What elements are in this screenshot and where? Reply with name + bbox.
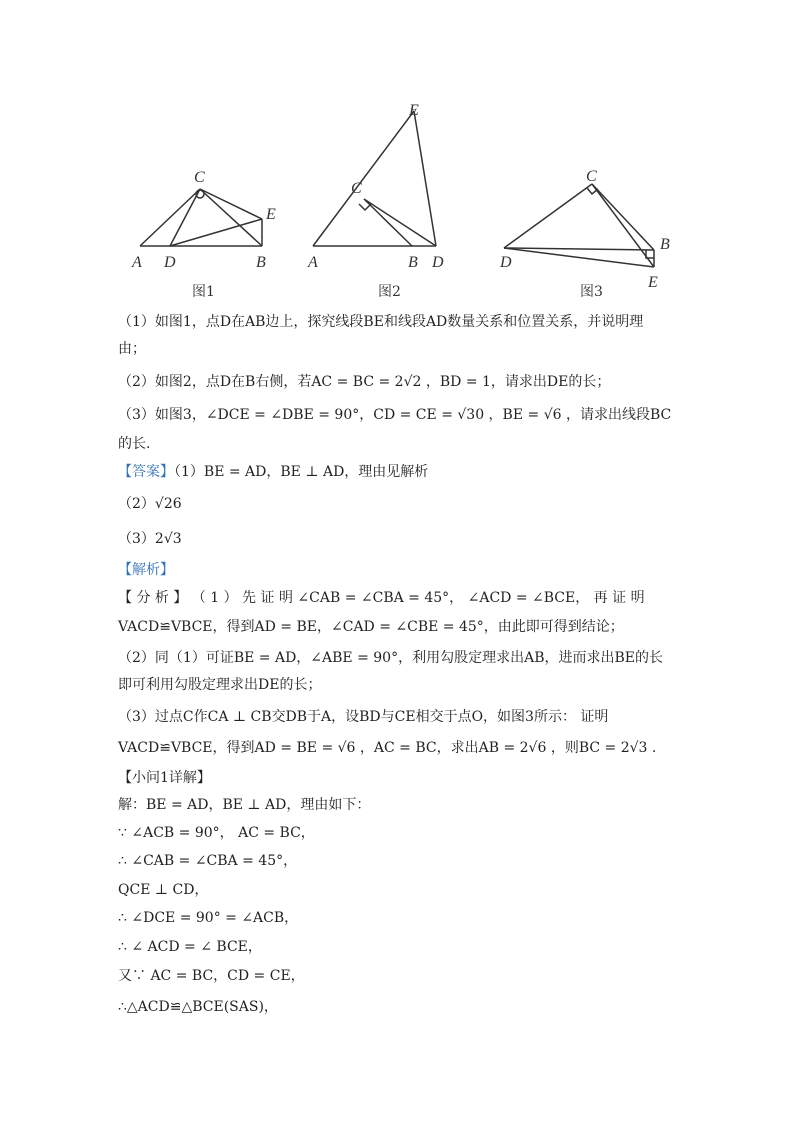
fig3-label-c: C xyxy=(586,168,597,185)
analysis-line-2: VACD≌VBCE，得到AD = BE，∠CAD = ∠CBE = 45°，由此即可得到结论； xyxy=(118,619,624,635)
analysis-line-5: （3）过点C作CA ⊥ CB交DB于A，设BD与CE相交于点O，如图3所示： 证明 xyxy=(118,709,609,725)
fig1-segment-cd xyxy=(170,189,200,246)
fig3-label-d: D xyxy=(500,254,512,271)
fig3-caption: 图3 xyxy=(580,284,603,300)
solution-line-7: 又∵ AC = BC，CD = CE， xyxy=(118,968,305,984)
fig2-right-angle-mark xyxy=(359,204,371,210)
fig2-label-e: E xyxy=(409,102,419,119)
fig1-label-d: D xyxy=(164,254,176,271)
question-2-line: （2）如图2，点D在B右侧，若AC = BC = 2√2 ，BD = 1，请求出DE的长； xyxy=(118,374,611,390)
answer-line-3: （3）2√3 xyxy=(118,531,182,547)
fig2-caption: 图2 xyxy=(378,284,401,300)
fig2-label-c: C xyxy=(351,180,362,197)
answer-line-2: （2）√26 xyxy=(118,496,182,512)
fig1-label-c: C xyxy=(194,169,205,186)
question-1-line-1: （1）如图1，点D在AB边上，探究线段BE和线段AD数量关系和位置关系，并说明理 xyxy=(118,314,644,330)
fig1-caption: 图1 xyxy=(192,284,215,300)
question-3-line-1: （3）如图3，∠DCE = ∠DBE = 90°，CD = CE = √30 ，BE = √6 ，请求出线段BC xyxy=(118,407,672,423)
fig2-segment-ed xyxy=(414,111,436,246)
question-1-line-2: 由； xyxy=(118,341,146,357)
fig2-label-b: B xyxy=(408,254,418,271)
analysis-line-1: 【 分 析 】 （ 1 ） 先 证 明 ∠CAB = ∠CBA = 45°， ∠ACD = ∠BCE， 再 证 明 xyxy=(118,590,645,606)
figure-3 xyxy=(504,184,654,267)
fig1-segment-ce xyxy=(200,189,262,219)
fig3-label-e: E xyxy=(648,274,658,291)
answer-tag: 【答案】 xyxy=(118,464,174,480)
fig1-label-e: E xyxy=(266,206,276,223)
solution-line-2: ∵ ∠ACB = 90°， AC = BC， xyxy=(118,825,315,841)
geometry-figures xyxy=(120,95,700,310)
analysis-line-6: VACD≌VBCE，得到AD = BE = √6 ，AC = BC，求出AB = 2√6 ，则BC = 2√3 . xyxy=(118,740,657,756)
solution-line-1: 解：BE = AD，BE ⊥ AD，理由如下： xyxy=(118,797,371,813)
fig3-segment-dc xyxy=(504,184,592,248)
solution-line-4: QCE ⊥ CD， xyxy=(118,882,209,898)
fig3-segment-db xyxy=(504,248,654,250)
subquestion-1-heading: 【小问1详解】 xyxy=(118,770,211,786)
analysis-line-4: 即可利用勾股定理求出DE的长； xyxy=(118,677,322,693)
figure-1 xyxy=(140,189,262,246)
fig3-label-b: B xyxy=(660,236,670,253)
fig3-segment-cb xyxy=(592,184,654,250)
fig2-label-d: D xyxy=(432,254,444,271)
analysis-tag: 【解析】 xyxy=(118,562,174,578)
answer-line-1 xyxy=(118,462,428,482)
solution-line-6: ∴ ∠ ACD = ∠ BCE， xyxy=(118,939,262,955)
fig3-segment-de xyxy=(504,248,654,267)
figures-svg xyxy=(120,95,700,310)
fig2-segment-cd xyxy=(364,199,436,246)
fig1-segment-cb xyxy=(200,189,262,246)
fig2-segment-ae xyxy=(313,111,414,246)
analysis-tag-line xyxy=(118,560,174,580)
figure-2 xyxy=(313,111,436,246)
solution-line-5: ∴ ∠DCE = 90° = ∠ACB， xyxy=(118,910,299,926)
fig2-label-a: A xyxy=(308,254,318,271)
fig1-segment-ac xyxy=(140,189,200,246)
solution-line-8: ∴△ACD≌△BCE(SAS)， xyxy=(118,999,278,1015)
solution-line-3: ∴ ∠CAB = ∠CBA = 45°， xyxy=(118,853,298,869)
answer-text-1: （1）BE = AD，BE ⊥ AD，理由见解析 xyxy=(174,464,429,480)
fig1-label-b: B xyxy=(256,254,266,271)
fig2-segment-cb xyxy=(364,199,412,246)
fig3-segment-ce xyxy=(592,184,654,267)
question-3-line-2: 的长. xyxy=(118,436,151,452)
fig1-label-a: A xyxy=(132,254,142,271)
analysis-line-3: （2）同（1）可证BE = AD，∠ABE = 90°，利用勾股定理求出AB，进而求出BE的长 xyxy=(118,650,663,666)
